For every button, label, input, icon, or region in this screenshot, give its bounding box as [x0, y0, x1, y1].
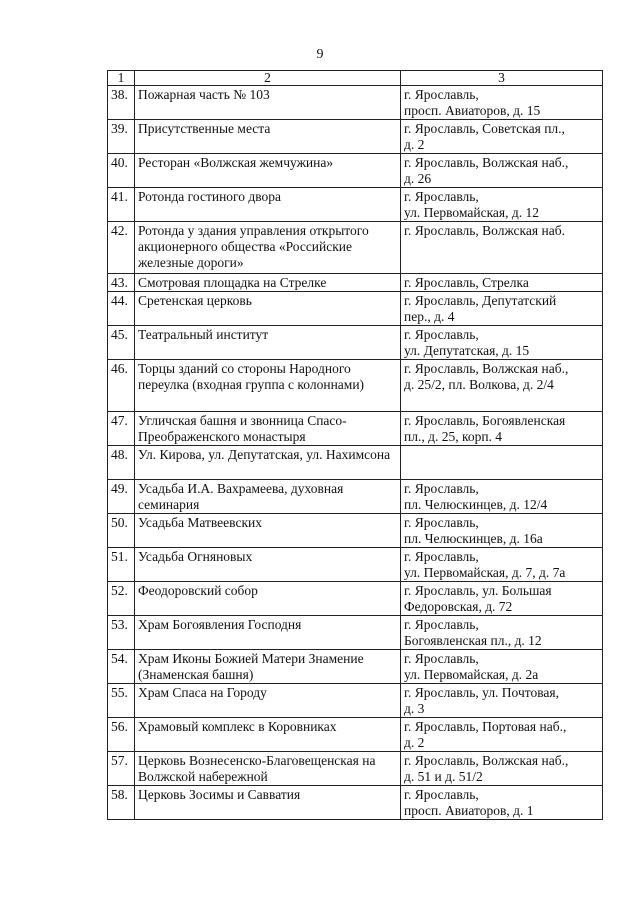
address-line: г. Ярославль, Волжская наб.	[404, 223, 565, 238]
row-address	[401, 582, 603, 616]
address-line: г. Ярославль, Советская пл.,	[404, 121, 565, 136]
address-line: г. Ярославль, ул. Большая	[404, 583, 552, 598]
row-number: 49.	[108, 480, 135, 514]
address-line: пл. Челюскинцев, д. 12/4	[404, 497, 548, 512]
table-row	[108, 786, 603, 820]
row-address	[401, 446, 603, 480]
row-object-name: Ул. Кирова, ул. Депутатская, ул. Нахимсона	[135, 446, 401, 480]
table-row	[108, 154, 603, 188]
address-line: д. 25/2, пл. Волкова, д. 2/4	[404, 377, 554, 392]
address-line: г. Ярославль,	[404, 617, 479, 632]
row-number: 48.	[108, 446, 135, 480]
address-line: пл. Челюскинцев, д. 16а	[404, 531, 543, 546]
row-number: 44.	[108, 292, 135, 326]
row-number: 52.	[108, 582, 135, 616]
address-line: г. Ярославль, Стрелка	[404, 275, 529, 290]
address-line: г. Ярославль,	[404, 651, 479, 666]
row-number: 38.	[108, 86, 135, 120]
row-number: 54.	[108, 650, 135, 684]
address-line: пер., д. 4	[404, 309, 455, 324]
table-row	[108, 514, 603, 548]
row-address	[401, 154, 603, 188]
address-line: г. Ярославль, Волжская наб.,	[404, 155, 569, 170]
row-number: 57.	[108, 752, 135, 786]
address-line: д. 2	[404, 735, 425, 750]
row-object-name: Торцы зданий со стороны Народного переулка (входная группа с колоннами)	[135, 360, 401, 412]
row-address	[401, 718, 603, 752]
registry-table	[107, 70, 603, 820]
address-line: г. Ярославль,	[404, 549, 479, 564]
row-object-name: Ресторан «Волжская жемчужина»	[135, 154, 401, 188]
row-object-name: Церковь Зосимы и Савватия	[135, 786, 401, 820]
address-line: г. Ярославль,	[404, 87, 479, 102]
row-address	[401, 188, 603, 222]
address-line: Федоровская, д. 72	[404, 599, 513, 614]
row-number: 40.	[108, 154, 135, 188]
table-row	[108, 582, 603, 616]
row-address	[401, 412, 603, 446]
address-line: ул. Первомайская, д. 7, д. 7а	[404, 565, 566, 580]
address-line: просп. Авиаторов, д. 15	[404, 103, 541, 118]
row-object-name: Храм Богоявления Господня	[135, 616, 401, 650]
table-body	[108, 71, 603, 820]
row-number: 50.	[108, 514, 135, 548]
row-number: 47.	[108, 412, 135, 446]
table-row	[108, 274, 603, 292]
row-address	[401, 752, 603, 786]
row-number: 55.	[108, 684, 135, 718]
row-object-name: Усадьба Матвеевских	[135, 514, 401, 548]
address-line: д. 3	[404, 701, 425, 716]
address-line: г. Ярославль,	[404, 189, 479, 204]
row-number: 58.	[108, 786, 135, 820]
row-object-name: Церковь Вознесенско-Благовещенская на Волжской набережной	[135, 752, 401, 786]
row-number: 42.	[108, 222, 135, 274]
table-row	[108, 650, 603, 684]
row-address	[401, 548, 603, 582]
row-number: 43.	[108, 274, 135, 292]
row-address	[401, 326, 603, 360]
address-line: г. Ярославль,	[404, 327, 479, 342]
address-line: г. Ярославль,	[404, 515, 479, 530]
address-line: г. Ярославль, Волжская наб.,	[404, 753, 569, 768]
row-object-name: Храмовый комплекс в Коровниках	[135, 718, 401, 752]
table-row	[108, 188, 603, 222]
row-number: 45.	[108, 326, 135, 360]
row-number: 51.	[108, 548, 135, 582]
address-line: просп. Авиаторов, д. 1	[404, 803, 534, 818]
address-line: ул. Первомайская, д. 12	[404, 205, 539, 220]
row-address	[401, 274, 603, 292]
table-row	[108, 412, 603, 446]
row-object-name: Усадьба Огняновых	[135, 548, 401, 582]
table-row	[108, 120, 603, 154]
header-row	[108, 71, 603, 86]
row-address	[401, 222, 603, 274]
address-line: г. Ярославль, Депутатский	[404, 293, 557, 308]
row-address	[401, 786, 603, 820]
table-row	[108, 616, 603, 650]
address-line: г. Ярославль, Богоявленская	[404, 413, 566, 428]
header-cell-number: 1	[108, 71, 135, 86]
row-object-name: Феодоровский собор	[135, 582, 401, 616]
row-number: 46.	[108, 360, 135, 412]
table-row	[108, 684, 603, 718]
row-address	[401, 650, 603, 684]
row-object-name: Присутственные места	[135, 120, 401, 154]
address-line: д. 51 и д. 51/2	[404, 769, 483, 784]
row-address	[401, 684, 603, 718]
row-address	[401, 616, 603, 650]
row-object-name: Усадьба И.А. Вахрамеева, духовная семинария	[135, 480, 401, 514]
table-row	[108, 446, 603, 480]
row-address	[401, 480, 603, 514]
table-row	[108, 222, 603, 274]
address-line: ул. Депутатская, д. 15	[404, 343, 530, 358]
row-address	[401, 360, 603, 412]
table-row	[108, 326, 603, 360]
row-number: 39.	[108, 120, 135, 154]
address-line: д. 2	[404, 137, 425, 152]
row-object-name: Храм Иконы Божией Матери Знамение (Знаменская башня)	[135, 650, 401, 684]
row-number: 53.	[108, 616, 135, 650]
header-cell-name: 2	[135, 71, 401, 86]
row-number: 56.	[108, 718, 135, 752]
table-row	[108, 292, 603, 326]
address-line: пл., д. 25, корп. 4	[404, 429, 503, 444]
row-number: 41.	[108, 188, 135, 222]
address-line: г. Ярославль,	[404, 787, 479, 802]
row-object-name: Пожарная часть № 103	[135, 86, 401, 120]
address-line: г. Ярославль, Портовая наб.,	[404, 719, 567, 734]
table-row	[108, 718, 603, 752]
row-object-name: Театральный институт	[135, 326, 401, 360]
table-row	[108, 86, 603, 120]
table-row	[108, 752, 603, 786]
row-object-name: Храм Спаса на Городу	[135, 684, 401, 718]
address-line: Богоявленская пл., д. 12	[404, 633, 542, 648]
row-address	[401, 292, 603, 326]
row-object-name: Смотровая площадка на Стрелке	[135, 274, 401, 292]
table-row	[108, 480, 603, 514]
address-line: г. Ярославль, ул. Почтовая,	[404, 685, 559, 700]
page-number: 9	[316, 47, 324, 62]
address-line: г. Ярославль, Волжская наб.,	[404, 361, 569, 376]
row-address	[401, 86, 603, 120]
address-line: д. 26	[404, 171, 432, 186]
address-line: ул. Первомайская, д. 2а	[404, 667, 539, 682]
table-row	[108, 360, 603, 412]
row-object-name: Ротонда у здания управления открытого акционерного общества «Российские железные дороги»	[135, 222, 401, 274]
table-row	[108, 548, 603, 582]
row-object-name: Ротонда гостиного двора	[135, 188, 401, 222]
header-cell-address: 3	[401, 71, 603, 86]
row-address	[401, 514, 603, 548]
row-object-name: Сретенская церковь	[135, 292, 401, 326]
row-address	[401, 120, 603, 154]
address-line: г. Ярославль,	[404, 481, 479, 496]
row-object-name: Угличская башня и звонница Спасо-Преображенского монастыря	[135, 412, 401, 446]
